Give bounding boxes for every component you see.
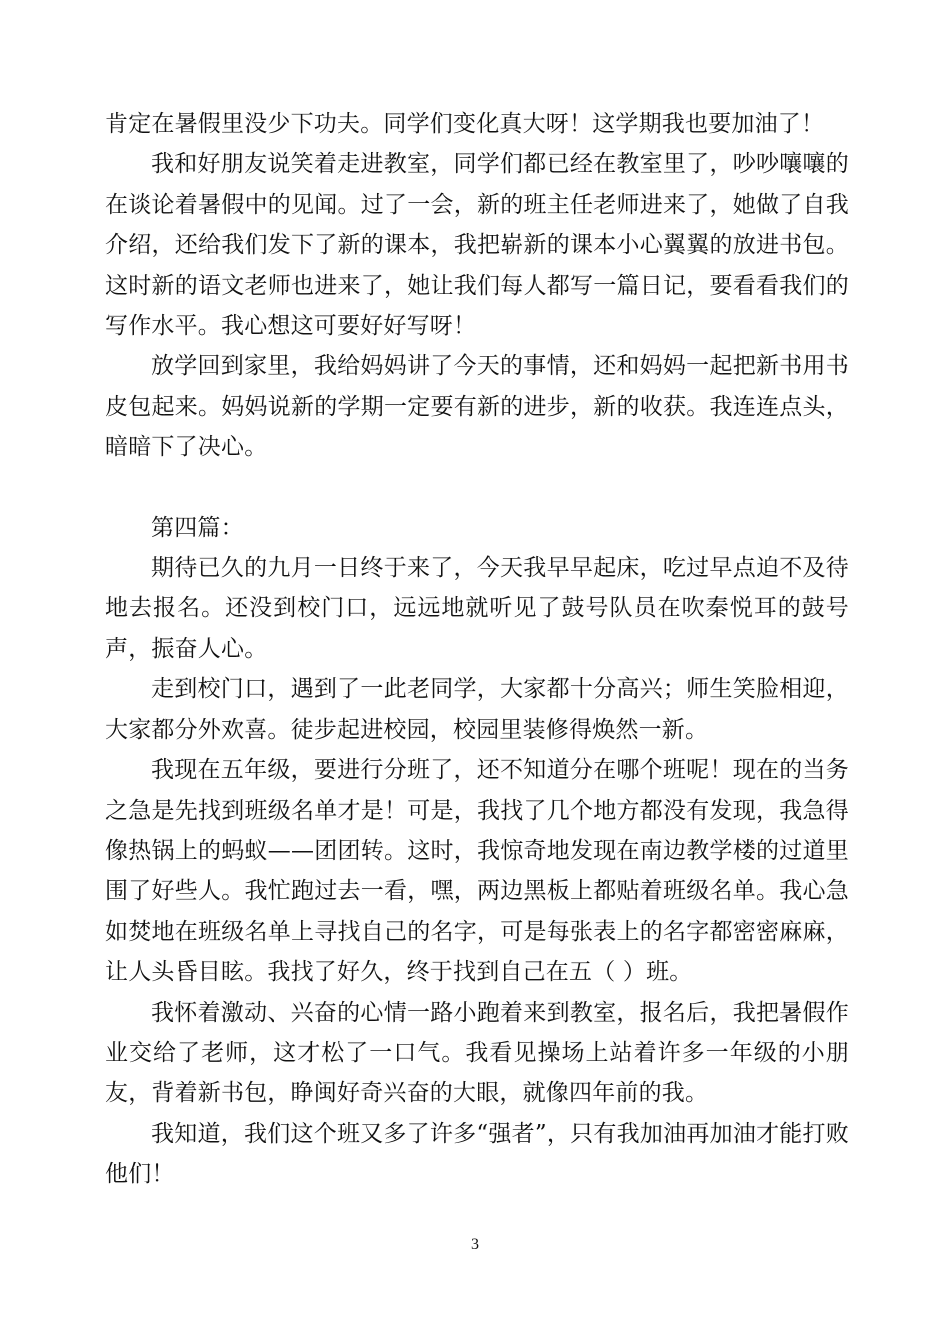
paragraph: 我现在五年级，要进行分班了，还不知道分在哪个班呢！现在的当务之急是先找到班级名单才是！可是，我找了几个地方都没有发现，我急得像热锅上的蚂蚁——团团转。这时，我惊奇地发现在南边教学楼的过道里围了好些人。我忙跑过去一看，嘿，两边黑板上都贴着班级名单。我心急如焚地在班级名单上寻找自己的名字，可是每张表上的名字都密密麻麻，让人头昏目眩。我找了好久，终于找到自己在五（ ）班。 [105, 757, 849, 986]
paragraph: 期待已久的九月一日终于来了，今天我早早起床，吃过早点迫不及待地去报名。还没到校门口，远远地就听见了鼓号队员在吹秦悦耳的鼓号声，振奋人心。 [105, 555, 849, 662]
paragraph: 我知道，我们这个班又多了许多“强者”，只有我加油再加油才能打败他们！ [105, 1120, 849, 1188]
paragraph: 放学回到家里，我给妈妈讲了今天的事情，还和妈妈一起把新书用书皮包起来。妈妈说新的学期一定要有新的进步，新的收获。我连连点头，暗暗下了决心。 [105, 353, 849, 461]
section-spacer [105, 468, 849, 508]
paragraph: 我怀着激动、兴奋的心情一路小跑着来到教室，报名后，我把暑假作业交给了老师，这才松了一口气。我看见操场上站着许多一年级的小朋友，背着新书包，睁闽好奇兴奋的大眼，就像四年前的我。 [105, 999, 849, 1107]
section-heading: 第四篇： [151, 514, 244, 541]
paragraph: 走到校门口，遇到了一此老同学，大家都十分高兴；师生笑脸相迎，大家都分外欢喜。徒步起进校园，校园里装修得焕然一新。 [105, 676, 849, 743]
document-body [105, 104, 849, 1195]
page-number: 3 [471, 1236, 479, 1253]
paragraph-continuation: 肯定在暑假里没少下功夫。同学们变化真大呀！这学期我也要加油了！ [105, 111, 825, 137]
paragraph: 我和好朋友说笑着走进教室，同学们都已经在教室里了，吵吵嚷嚷的在谈论着暑假中的见闻。过了一会，新的班主任老师进来了，她做了自我介绍，还给我们发下了新的课本，我把崭新的课本小心翼翼的放进书包。这时新的语文老师也进来了，她让我们每人都写一篇日记，要看看我们的写作水平。我心想这可要好好写呀！ [105, 151, 849, 340]
